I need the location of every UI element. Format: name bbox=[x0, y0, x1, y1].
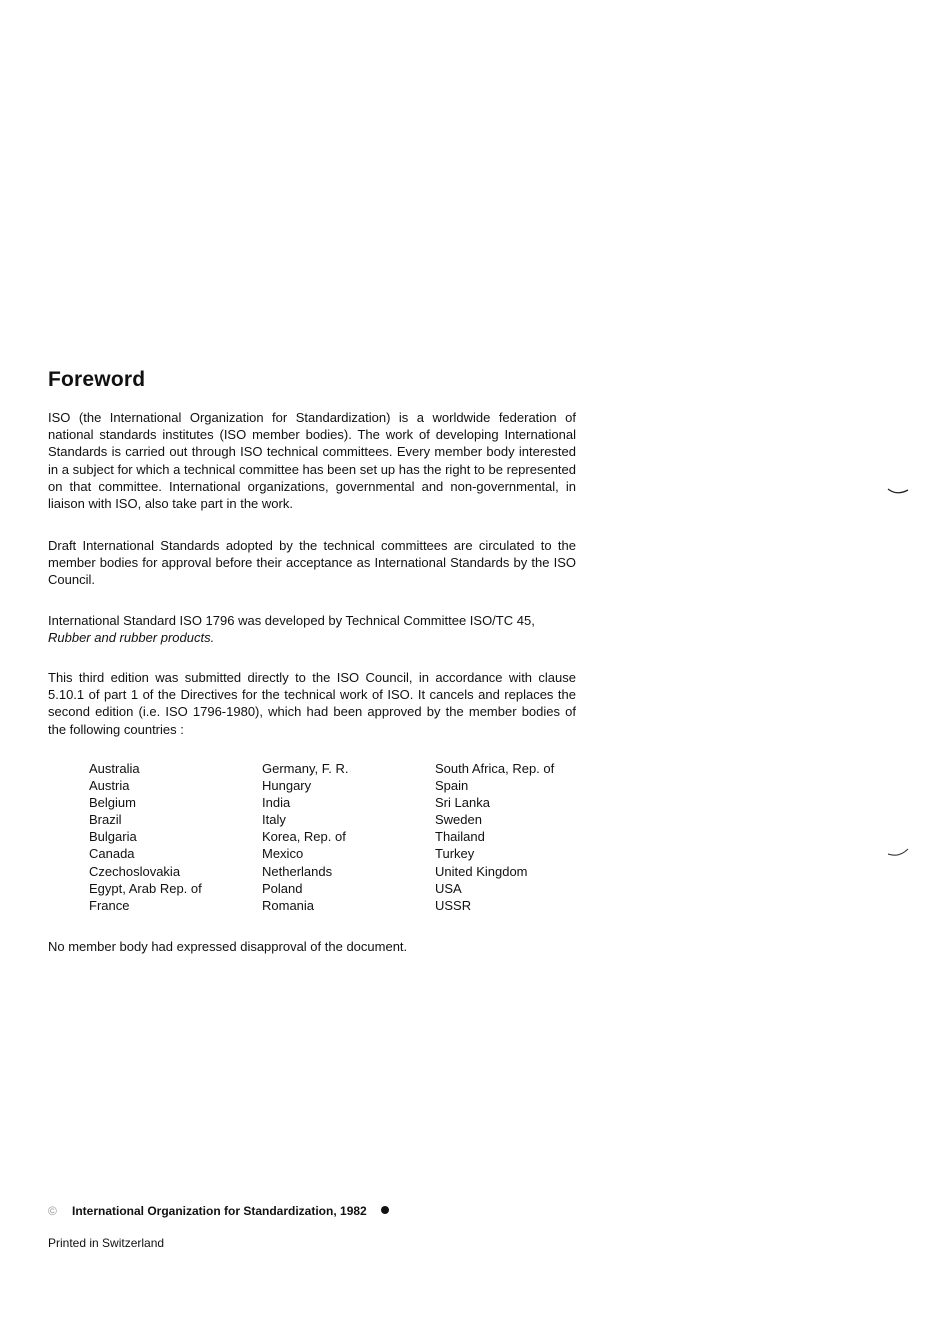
country-item: France bbox=[89, 897, 130, 913]
country-item: Belgium bbox=[89, 795, 136, 811]
country-item: Spain bbox=[435, 778, 469, 794]
paragraph-draft-standards: Draft International Standards adopted by the technical committees are circulated to the member bodies for approval before their acceptance as International Standards by the ISO Council. bbox=[48, 538, 576, 588]
paragraph-committee bbox=[48, 612, 576, 646]
country-item: Italy bbox=[262, 812, 286, 828]
country-column-1 bbox=[89, 760, 259, 914]
paragraph-edition: This third edition was submitted directly to the ISO Council, in accordance with clause 5.10.1 of part 1 of the Directives for the technical work of ISO. It cancels and replaces the second edition (i.e. ISO 1796-1980), which had been approved by the member bodies of the following countries : bbox=[48, 670, 576, 737]
country-item: United Kingdom bbox=[435, 863, 528, 879]
copyright-line bbox=[48, 1204, 389, 1218]
country-item: Bulgaria bbox=[89, 829, 137, 845]
printed-note: Printed in Switzerland bbox=[48, 1236, 165, 1250]
country-item: USSR bbox=[435, 897, 472, 913]
country-item: Brazil bbox=[89, 812, 122, 828]
country-item: Austria bbox=[89, 778, 130, 794]
committee-name: Rubber and rubber products. bbox=[48, 630, 215, 646]
copyright-icon: © bbox=[48, 1204, 57, 1218]
country-item: India bbox=[262, 795, 291, 811]
country-item: Egypt, Arab Rep. of bbox=[89, 880, 202, 896]
country-item: Thailand bbox=[435, 829, 485, 845]
country-item: Germany, F. R. bbox=[262, 761, 349, 776]
country-item: Korea, Rep. of bbox=[262, 829, 346, 845]
country-item: USA bbox=[435, 880, 462, 896]
copyright-text: International Organization for Standardization, 1982 bbox=[72, 1204, 367, 1218]
country-item: Canada bbox=[89, 846, 135, 862]
page-title: Foreword bbox=[48, 368, 146, 391]
country-item: Romania bbox=[262, 897, 315, 913]
country-item: Sri Lanka bbox=[435, 795, 490, 811]
paragraph-disapproval: No member body had expressed disapproval of the document. bbox=[48, 939, 408, 954]
country-item: Turkey bbox=[435, 846, 475, 862]
country-item: Hungary bbox=[262, 778, 312, 794]
country-item: South Africa, Rep. of bbox=[435, 761, 555, 776]
scan-mark-icon bbox=[886, 486, 910, 498]
country-item: Mexico bbox=[262, 846, 304, 862]
bullet-dot-icon bbox=[381, 1206, 389, 1214]
committee-text: International Standard ISO 1796 was developed by Technical Committee ISO/TC 45, bbox=[48, 613, 535, 628]
paragraph-iso-intro: ISO (the International Organization for Standardization) is a worldwide federation of national standards institutes (ISO member bodies). The work of developing International Standards is carried out through ISO technical committees. Every member body interested in a subject for which a technical committee has been set up has the right to be represented on that committee. International organizations, governmental and non-governmental, in liaison with ISO, also take part in the work. bbox=[48, 410, 576, 512]
scan-mark-icon bbox=[886, 846, 910, 860]
country-item: Sweden bbox=[435, 812, 482, 828]
country-item: Poland bbox=[262, 880, 303, 896]
country-column-3 bbox=[435, 760, 605, 914]
country-item: Czechoslovakia bbox=[89, 863, 181, 879]
country-item: Netherlands bbox=[262, 863, 333, 879]
country-column-2 bbox=[262, 760, 432, 914]
country-item: Australia bbox=[89, 761, 140, 776]
